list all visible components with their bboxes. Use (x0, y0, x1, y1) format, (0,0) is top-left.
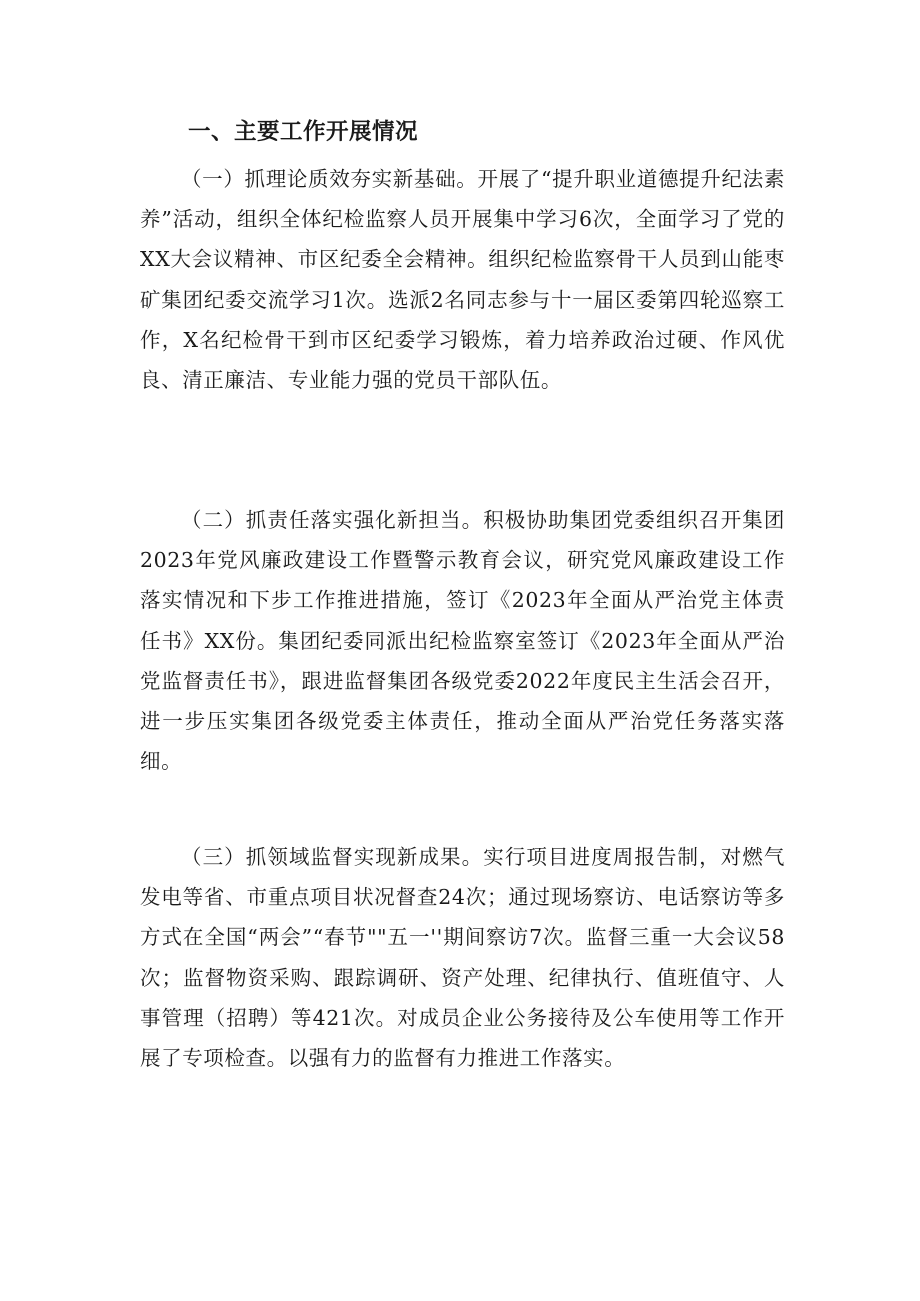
paragraph-theory: （一）抓理论质效夯实新基础。开展了“提升职业道德提升纪法素养”活动，组织全体纪检监察人员开展集中学习6次，全面学习了党的XX大会议精神、市区纪委全会精神。组织纪检监察骨干人员到山能枣矿集团纪委交流学习1次。选派2名同志参与十一届区委第四轮巡察工作，X名纪检骨干到市区纪委学习锻炼，着力培养政治过硬、作风优良、清正廉洁、专业能力强的党员干部队伍。 (140, 167, 785, 393)
section-heading: 一、主要工作开展情况 (188, 119, 419, 145)
paragraph-supervision: （三）抓领域监督实现新成果。实行项目进度周报告制，对燃气发电等省、市重点项目状况督查24次；通过现场察访、电话察访等多方式在全国“两会”“春节""五一''期间察访7次。监督三重一大会议58次；监督物资采购、跟踪调研、资产处理、纪律执行、值班值守、人事管理（招聘）等421次。对成员企业公务接待及公车使用等工作开展了专项检查。以强有力的监督有力推进工作落实。 (140, 845, 785, 1071)
paragraph-responsibility: （二）抓责任落实强化新担当。积极协助集团党委组织召开集团2023年党风廉政建设工作暨警示教育会议，研究党风廉政建设工作落实情况和下步工作推进措施，签订《2023年全面从严治党主体责任书》XX份。集团纪委同派出纪检监察室签订《2023年全面从严治党监督责任书》，跟进监督集团各级党委2022年度民主生活会召开，进一步压实集团各级党委主体责任，推动全面从严治党任务落实落细。 (140, 508, 785, 774)
